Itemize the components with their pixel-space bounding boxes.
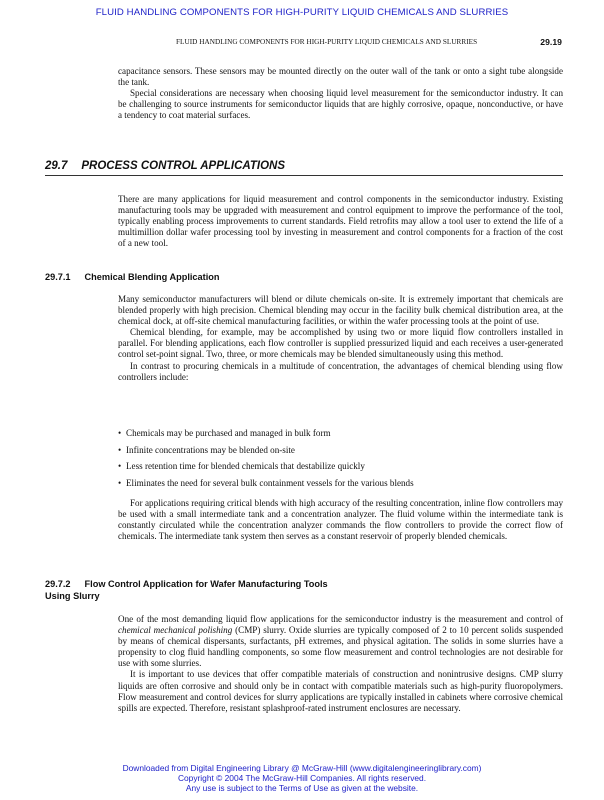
- running-head-title: FLUID HANDLING COMPONENTS FOR HIGH-PURITY LIQUID CHEMICALS AND SLURRIES: [176, 38, 478, 46]
- slurry-text: [118, 614, 563, 714]
- list-item: [118, 428, 563, 445]
- slurry-paragraph-2: It is important to use devices that offer compatible materials of construction and nonintrusive designs. CMP slurry liquids are often corrosive and should only be in contact with compatible materials such as high-purity fluoropolymers. Flow measurement and control devices for slurry applications are typically installed in cabinets where corrosive chemical spills are expected. Therefore, resistant splashproof-rated instrument enclosures are necessary.: [118, 669, 563, 713]
- section-paragraph-1: There are many applications for liquid measurement and control components in the semiconductor industry. Existing manufacturing tools may be upgraded with measurement and control equipment to improve the performance of the tool, typically enabling process improvements to current standards. Field retrofits may allow a tool user to extend the life of a multimillion dollar wafer processing tool by investing in measurement and control components for a fraction of the cost of a new tool.: [118, 194, 563, 249]
- slurry-emphasis: chemical mechanical polishing: [118, 625, 233, 636]
- bullet-icon: •: [118, 428, 122, 438]
- subsection-heading-1: [45, 271, 219, 283]
- footer-notice: [0, 764, 604, 793]
- list-item: [118, 478, 563, 495]
- section-title: PROCESS CONTROL APPLICATIONS: [81, 160, 285, 172]
- blending-paragraph-4: For applications requiring critical blends with high accuracy of the resulting concentration, inline flow controllers may be used with a small intermediate tank and a concentration analyzer. The fluid volume within the intermediate tank is constantly circulated while the concentration analyzer commands the flow controllers to provide the correct flow of chemicals. The intermediate tank system then serves as a constant reservoir of properly blended chemicals.: [118, 498, 563, 542]
- list-item-text: Eliminates the need for several bulk containment vessels for the various blends: [126, 477, 414, 488]
- subsection-title-2-line-2: Using Slurry: [45, 591, 100, 601]
- list-item: [118, 461, 563, 478]
- section-divider: [45, 175, 563, 176]
- footer-copyright: Copyright © 2004 The McGraw-Hill Companies. All rights reserved.: [177, 772, 427, 783]
- list-item-text: Less retention time for blended chemicals that destabilize quickly: [126, 461, 365, 471]
- bullet-icon: •: [118, 461, 122, 471]
- running-head: [176, 38, 562, 46]
- page-number: 29.19: [540, 37, 562, 47]
- blending-paragraph-1: Many semiconductor manufacturers will blend or dilute chemicals on-site. It is extremely important that chemicals are blended properly with high precision. Chemical blending may occur in the facility bulk chemical distribution area, at the chemical dock, at off-site chemical manufacturing facilities, or within the wafer processing tools at the point of use.: [118, 294, 563, 327]
- section-heading: [45, 160, 285, 172]
- bullet-icon: •: [118, 477, 122, 488]
- intro-text: [118, 66, 563, 121]
- subsection-number-2: 29.7.2: [45, 579, 71, 589]
- bullet-icon: •: [118, 444, 122, 455]
- download-banner: FLUID HANDLING COMPONENTS FOR HIGH-PURITY LIQUID CHEMICALS AND SLURRIES: [95, 7, 509, 18]
- list-item: [118, 445, 563, 462]
- footer-download-link[interactable]: Downloaded from Digital Engineering Library @ McGraw-Hill (www.digitalengineeringlibrary.com): [122, 763, 482, 773]
- advantages-list: [118, 428, 563, 494]
- footer-terms: Any use is subject to the Terms of Use as given at the website.: [185, 782, 419, 793]
- slurry-paragraph-1: [118, 614, 563, 669]
- list-item-text: Chemicals may be purchased and managed in bulk form: [126, 428, 331, 438]
- subsection-heading-2: [45, 578, 328, 602]
- blending-paragraph-3: In contrast to procuring chemicals in a multitude of concentration, the advantages of chemical blending using flow controllers include:: [118, 360, 563, 382]
- slurry-text-part: One of the most demanding liquid flow applications for the semiconductor industry is the measurement and control of: [118, 614, 563, 624]
- blending-text-2: [118, 498, 563, 542]
- subsection-number-1: 29.7.1: [45, 272, 71, 282]
- subsection-title-1: Chemical Blending Application: [84, 272, 220, 282]
- blending-text: [118, 294, 563, 383]
- blending-paragraph-2: Chemical blending, for example, may be accomplished by using two or more liquid flow controllers installed in parallel. For blending applications, each flow controller is supplied pressurized liquid and each receives a user-generated control set-point signal. Two, three, or more chemicals may be blended simultaneously using this method.: [118, 327, 563, 360]
- intro-paragraph-1: capacitance sensors. These sensors may be mounted directly on the outer wall of the tank or onto a sight tube alongside the tank.: [118, 66, 563, 88]
- slurry-text-part: (CMP) slurry. Oxide slurries are typically composed of 2 to 10 percent solids suspended by means of chemical dispersants, surfactants, pH extremes, and physical agitation. The solids in some slurries have a propensity to clog fluid handling components, so some flow measurement and control technologies are not desirable for use with some slurries.: [118, 625, 564, 669]
- subsection-title-2-line-1: Flow Control Application for Wafer Manufacturing Tools: [84, 579, 328, 589]
- section-intro-text: [118, 194, 563, 249]
- intro-paragraph-2: Special considerations are necessary when choosing liquid level measurement for the semiconductor industry. It can be challenging to source instruments for semiconductor liquids that are highly corrosive, opaque, nonconductive, or have a tendency to coat material surfaces.: [118, 88, 563, 121]
- section-number: 29.7: [45, 160, 68, 172]
- list-item-text: Infinite concentrations may be blended on-site: [126, 444, 295, 455]
